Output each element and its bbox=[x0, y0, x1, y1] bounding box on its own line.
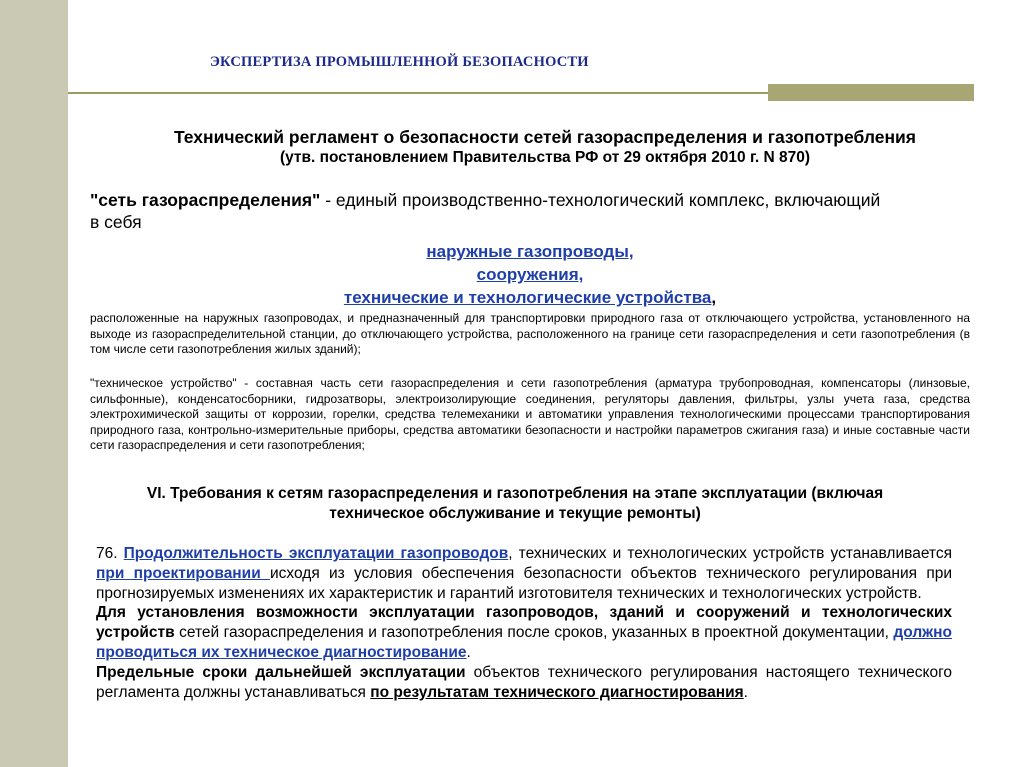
link-diagnostics[interactable]: должно проводиться их техническое диагностирование bbox=[96, 624, 952, 661]
device-text: - составная часть сети газораспределения и сети газопотребления (арматура трубопроводная, компенсаторы (линзовые, сильфонные), конденсатосборники, гидрозатворы, электроизолирующие соединения, регуляторы давления, фильтры, узлы учета газа, средства электрохимической защиты от коррозии, горелки, средства телемеханики и автоматики управления технологическими процессами транспортирования природного газа, контрольно-измерительные приборы, средства автоматики безопасности и настройки параметров сжигания газа) и иные составные части сети газораспределения и сети газопотребления; bbox=[90, 376, 970, 452]
link-duration[interactable]: Продолжительность эксплуатации газопроводов bbox=[123, 545, 509, 562]
clause-p2-end: . bbox=[466, 643, 471, 661]
sidebar-band bbox=[0, 0, 68, 767]
clause-p3-underlined: по результатам технического диагностирования bbox=[370, 683, 744, 701]
title-line-1: Технический регламент о безопасности сетей газораспределения и газопотребления bbox=[173, 127, 917, 147]
item-pipelines: наружные газопроводы, bbox=[426, 242, 634, 261]
clause-p2-bold: Для установления возможности эксплуатации газопроводов, зданий и сооружений и технологических устройств bbox=[96, 604, 952, 642]
definition-text: - единый производственно-технологический комплекс, включающий в себя bbox=[90, 190, 881, 232]
item-devices: технические и технологические устройства bbox=[343, 288, 712, 307]
device-definition bbox=[90, 376, 970, 454]
clause-76-paragraph-3 bbox=[96, 663, 952, 703]
clause-p3-text: объектов технического регулирования настоящего технического регламента должны устанавливаться bbox=[96, 663, 953, 701]
clause-p3-bold: Предельные сроки дальнейшей эксплуатации bbox=[96, 663, 466, 681]
definition-item-2 bbox=[90, 264, 970, 286]
definition-item-3 bbox=[90, 287, 970, 309]
clause-number: 76. bbox=[96, 545, 124, 562]
clause-text-2: исходя из условия обеспечения безопасности объектов технического регулирования при прогнозируемых изменениях их характеристик и гарантий изготовителя технических и технологических устройств. bbox=[96, 564, 952, 602]
clause-76 bbox=[96, 544, 952, 702]
item-devices-comma: , bbox=[711, 288, 717, 307]
definition-item-1 bbox=[90, 241, 970, 263]
definition-continuation: расположенные на наружных газопроводах, и предназначенный для транспортировки природного газа от отключающего устройства, установленного на выходе из газораспределительной станции, до отключающего устройства, расположенного на границе сети газораспределения и сети газопотребления (в том числе сети газопотребления жилых зданий); bbox=[90, 311, 970, 356]
clause-76-paragraph-1 bbox=[96, 544, 952, 603]
item-structures: сооружения, bbox=[476, 265, 584, 284]
clause-76-paragraph-2 bbox=[96, 603, 952, 662]
clause-p3-end: . bbox=[743, 683, 748, 701]
clause-text-1: , технических и технологических устройств устанавливается bbox=[508, 545, 952, 562]
clause-p2-text: сетей газораспределения и газопотребления после сроков, указанных в проектной документации, bbox=[174, 624, 894, 642]
link-design[interactable]: при проектировании bbox=[96, 564, 271, 582]
header-title: ЭКСПЕРТИЗА ПРОМЫШЛЕННОЙ БЕЗОПАСНОСТИ bbox=[210, 54, 589, 70]
definition-intro bbox=[90, 189, 890, 233]
header-accent-block bbox=[768, 84, 974, 101]
device-term: "техническое устройство" bbox=[90, 376, 237, 390]
definition-term: "сеть газораспределения" bbox=[90, 190, 321, 210]
title-line-2: (утв. постановлением Правительства РФ от 29 октября 2010 г. N 870) bbox=[279, 149, 811, 166]
section-heading: VI. Требования к сетям газораспределения и газопотребления на этапе эксплуатации (включая техническое обслуживание и текущие ремонты) bbox=[146, 485, 884, 522]
document-title bbox=[100, 126, 990, 168]
